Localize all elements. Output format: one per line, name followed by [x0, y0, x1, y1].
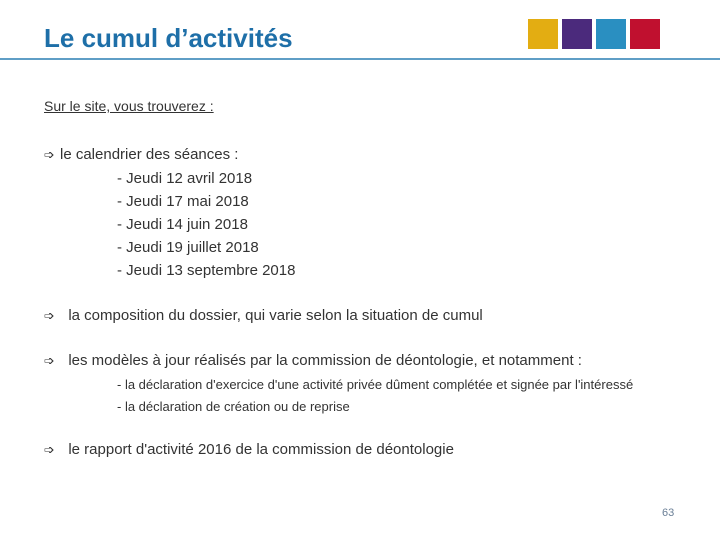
- list-item: - Jeudi 17 mai 2018: [117, 193, 249, 210]
- title-divider: [0, 58, 720, 60]
- bullet-composition: [44, 306, 483, 326]
- bullet-text: les modèles à jour réalisés par la commission de déontologie, et notamment :: [68, 352, 582, 369]
- list-item: - Jeudi 19 juillet 2018: [117, 239, 259, 256]
- bullet-calendar: [44, 145, 238, 165]
- swatch-red: [630, 19, 660, 49]
- list-item[interactable]: - la déclaration d'exercice d'une activité privée dûment complétée et signée par l'intéressé: [117, 377, 634, 392]
- bullet-text: la composition du dossier, qui varie selon la situation de cumul: [68, 307, 483, 324]
- intro-text[interactable]: Sur le site, vous trouverez :: [44, 98, 214, 114]
- list-item: - Jeudi 14 juin 2018: [117, 216, 248, 233]
- arrow-right-icon: ➩: [44, 442, 55, 457]
- bullet-text: le calendrier des séances :: [60, 146, 239, 163]
- list-item: - Jeudi 12 avril 2018: [117, 170, 253, 187]
- list-item[interactable]: - la déclaration de création ou de reprise: [117, 399, 350, 414]
- page-title: Le cumul d’activités: [44, 23, 293, 53]
- swatch-purple: [562, 19, 592, 49]
- bullet-report: [44, 440, 454, 460]
- page-number: 63: [662, 507, 675, 519]
- arrow-right-icon: ➩: [44, 353, 55, 368]
- list-item: - Jeudi 13 septembre 2018: [117, 262, 296, 279]
- arrow-right-icon: ➩: [44, 308, 55, 323]
- bullet-text[interactable]: le rapport d'activité 2016 de la commission de déontologie: [68, 441, 454, 458]
- swatch-yellow: [528, 19, 558, 49]
- bullet-models: [44, 351, 582, 371]
- arrow-right-icon: ➩: [44, 147, 55, 162]
- swatch-blue: [596, 19, 626, 49]
